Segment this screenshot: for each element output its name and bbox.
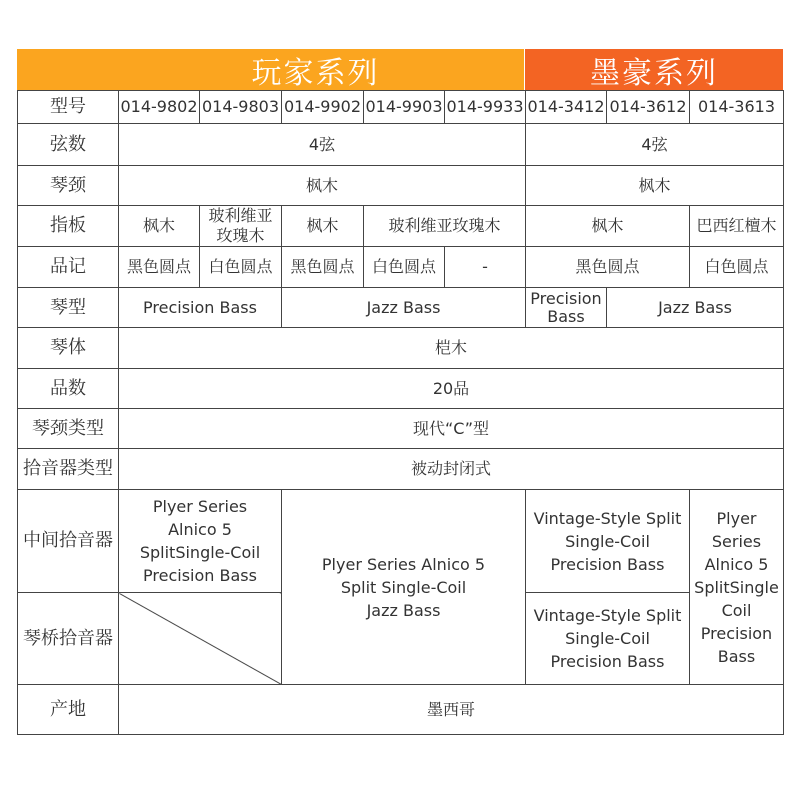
- row-label: 弦数: [18, 124, 119, 166]
- row-label: 品数: [18, 369, 119, 409]
- bridge-pickup-cell: Vintage-Style Split Single-Coil Precision Bass: [526, 593, 690, 685]
- row-label: 型号: [18, 91, 119, 124]
- row-label: 拾音器类型: [18, 449, 119, 490]
- row-label: 琴颈类型: [18, 409, 119, 449]
- row-model: [18, 91, 784, 124]
- row-neck-shape: [18, 409, 784, 449]
- row-frets: [18, 369, 784, 409]
- model-cell: 014-9902: [282, 91, 364, 124]
- inlay-cell: 黑色圆点: [282, 247, 364, 288]
- series-a-header: [17, 49, 524, 90]
- fingerboard-cell: 玻利维亚 玫瑰木: [200, 206, 282, 247]
- model-cell: 014-9802: [119, 91, 200, 124]
- inlay-cell: 黑色圆点: [119, 247, 200, 288]
- pickup-merged-cell: Plyer Series Alnico 5 SplitSingle Coil Precision Bass: [690, 490, 784, 685]
- spec-table: [17, 90, 784, 735]
- frets-cell: 20品: [119, 369, 784, 409]
- row-label: 中间拾音器: [18, 490, 119, 593]
- inlay-cell: -: [445, 247, 526, 288]
- model-cell: 014-9933: [445, 91, 526, 124]
- row-pickup-type: [18, 449, 784, 490]
- body-cell: 桤木: [119, 328, 784, 369]
- fingerboard-cell: 巴西红檀木: [690, 206, 784, 247]
- pickup-merged-cell: Plyer Series Alnico 5 Split Single-Coil Jazz Bass: [282, 490, 526, 685]
- row-label: 琴体: [18, 328, 119, 369]
- fingerboard-cell: 枫木: [526, 206, 690, 247]
- model-cell: 014-3613: [690, 91, 784, 124]
- model-cell: 014-3612: [607, 91, 690, 124]
- inlay-cell: 白色圆点: [364, 247, 445, 288]
- row-fingerboard: [18, 206, 784, 247]
- neck-b-cell: 枫木: [526, 166, 784, 206]
- pickup-type-cell: 被动封闭式: [119, 449, 784, 490]
- row-label: 琴颈: [18, 166, 119, 206]
- row-body-shape: [18, 288, 784, 328]
- model-cell: 014-9903: [364, 91, 445, 124]
- empty-diagonal-cell: [119, 593, 282, 685]
- row-strings: [18, 124, 784, 166]
- inlay-cell: 白色圆点: [690, 247, 784, 288]
- neck-shape-cell: 现代“C”型: [119, 409, 784, 449]
- origin-cell: 墨西哥: [119, 685, 784, 735]
- series-b-header: [525, 49, 783, 90]
- inlay-cell: 黑色圆点: [526, 247, 690, 288]
- fingerboard-cell: 玻利维亚玫瑰木: [364, 206, 526, 247]
- inlay-cell: 白色圆点: [200, 247, 282, 288]
- row-label: 产地: [18, 685, 119, 735]
- fingerboard-cell: 枫木: [282, 206, 364, 247]
- row-origin: [18, 685, 784, 735]
- neck-a-cell: 枫木: [119, 166, 526, 206]
- row-neck: [18, 166, 784, 206]
- row-label: 指板: [18, 206, 119, 247]
- body-shape-cell: Precision Bass: [526, 288, 607, 328]
- body-shape-cell: Jazz Bass: [282, 288, 526, 328]
- model-cell: 014-9803: [200, 91, 282, 124]
- series-a-title: 玩家系列: [251, 55, 380, 91]
- row-label: 品记: [18, 247, 119, 288]
- row-label: 琴型: [18, 288, 119, 328]
- middle-pickup-cell: Plyer Series Alnico 5 SplitSingle-Coil Precision Bass: [119, 490, 282, 593]
- row-body: [18, 328, 784, 369]
- body-shape-cell: Precision Bass: [119, 288, 282, 328]
- row-label: 琴桥拾音器: [18, 593, 119, 685]
- series-b-title: 墨豪系列: [590, 55, 718, 91]
- strings-b-cell: 4弦: [526, 124, 784, 166]
- strings-a-cell: 4弦: [119, 124, 526, 166]
- row-middle-pickup: [18, 490, 784, 593]
- model-cell: 014-3412: [526, 91, 607, 124]
- row-inlay: [18, 247, 784, 288]
- body-shape-cell: Jazz Bass: [607, 288, 784, 328]
- fingerboard-cell: 枫木: [119, 206, 200, 247]
- middle-pickup-cell: Vintage-Style Split Single-Coil Precision Bass: [526, 490, 690, 593]
